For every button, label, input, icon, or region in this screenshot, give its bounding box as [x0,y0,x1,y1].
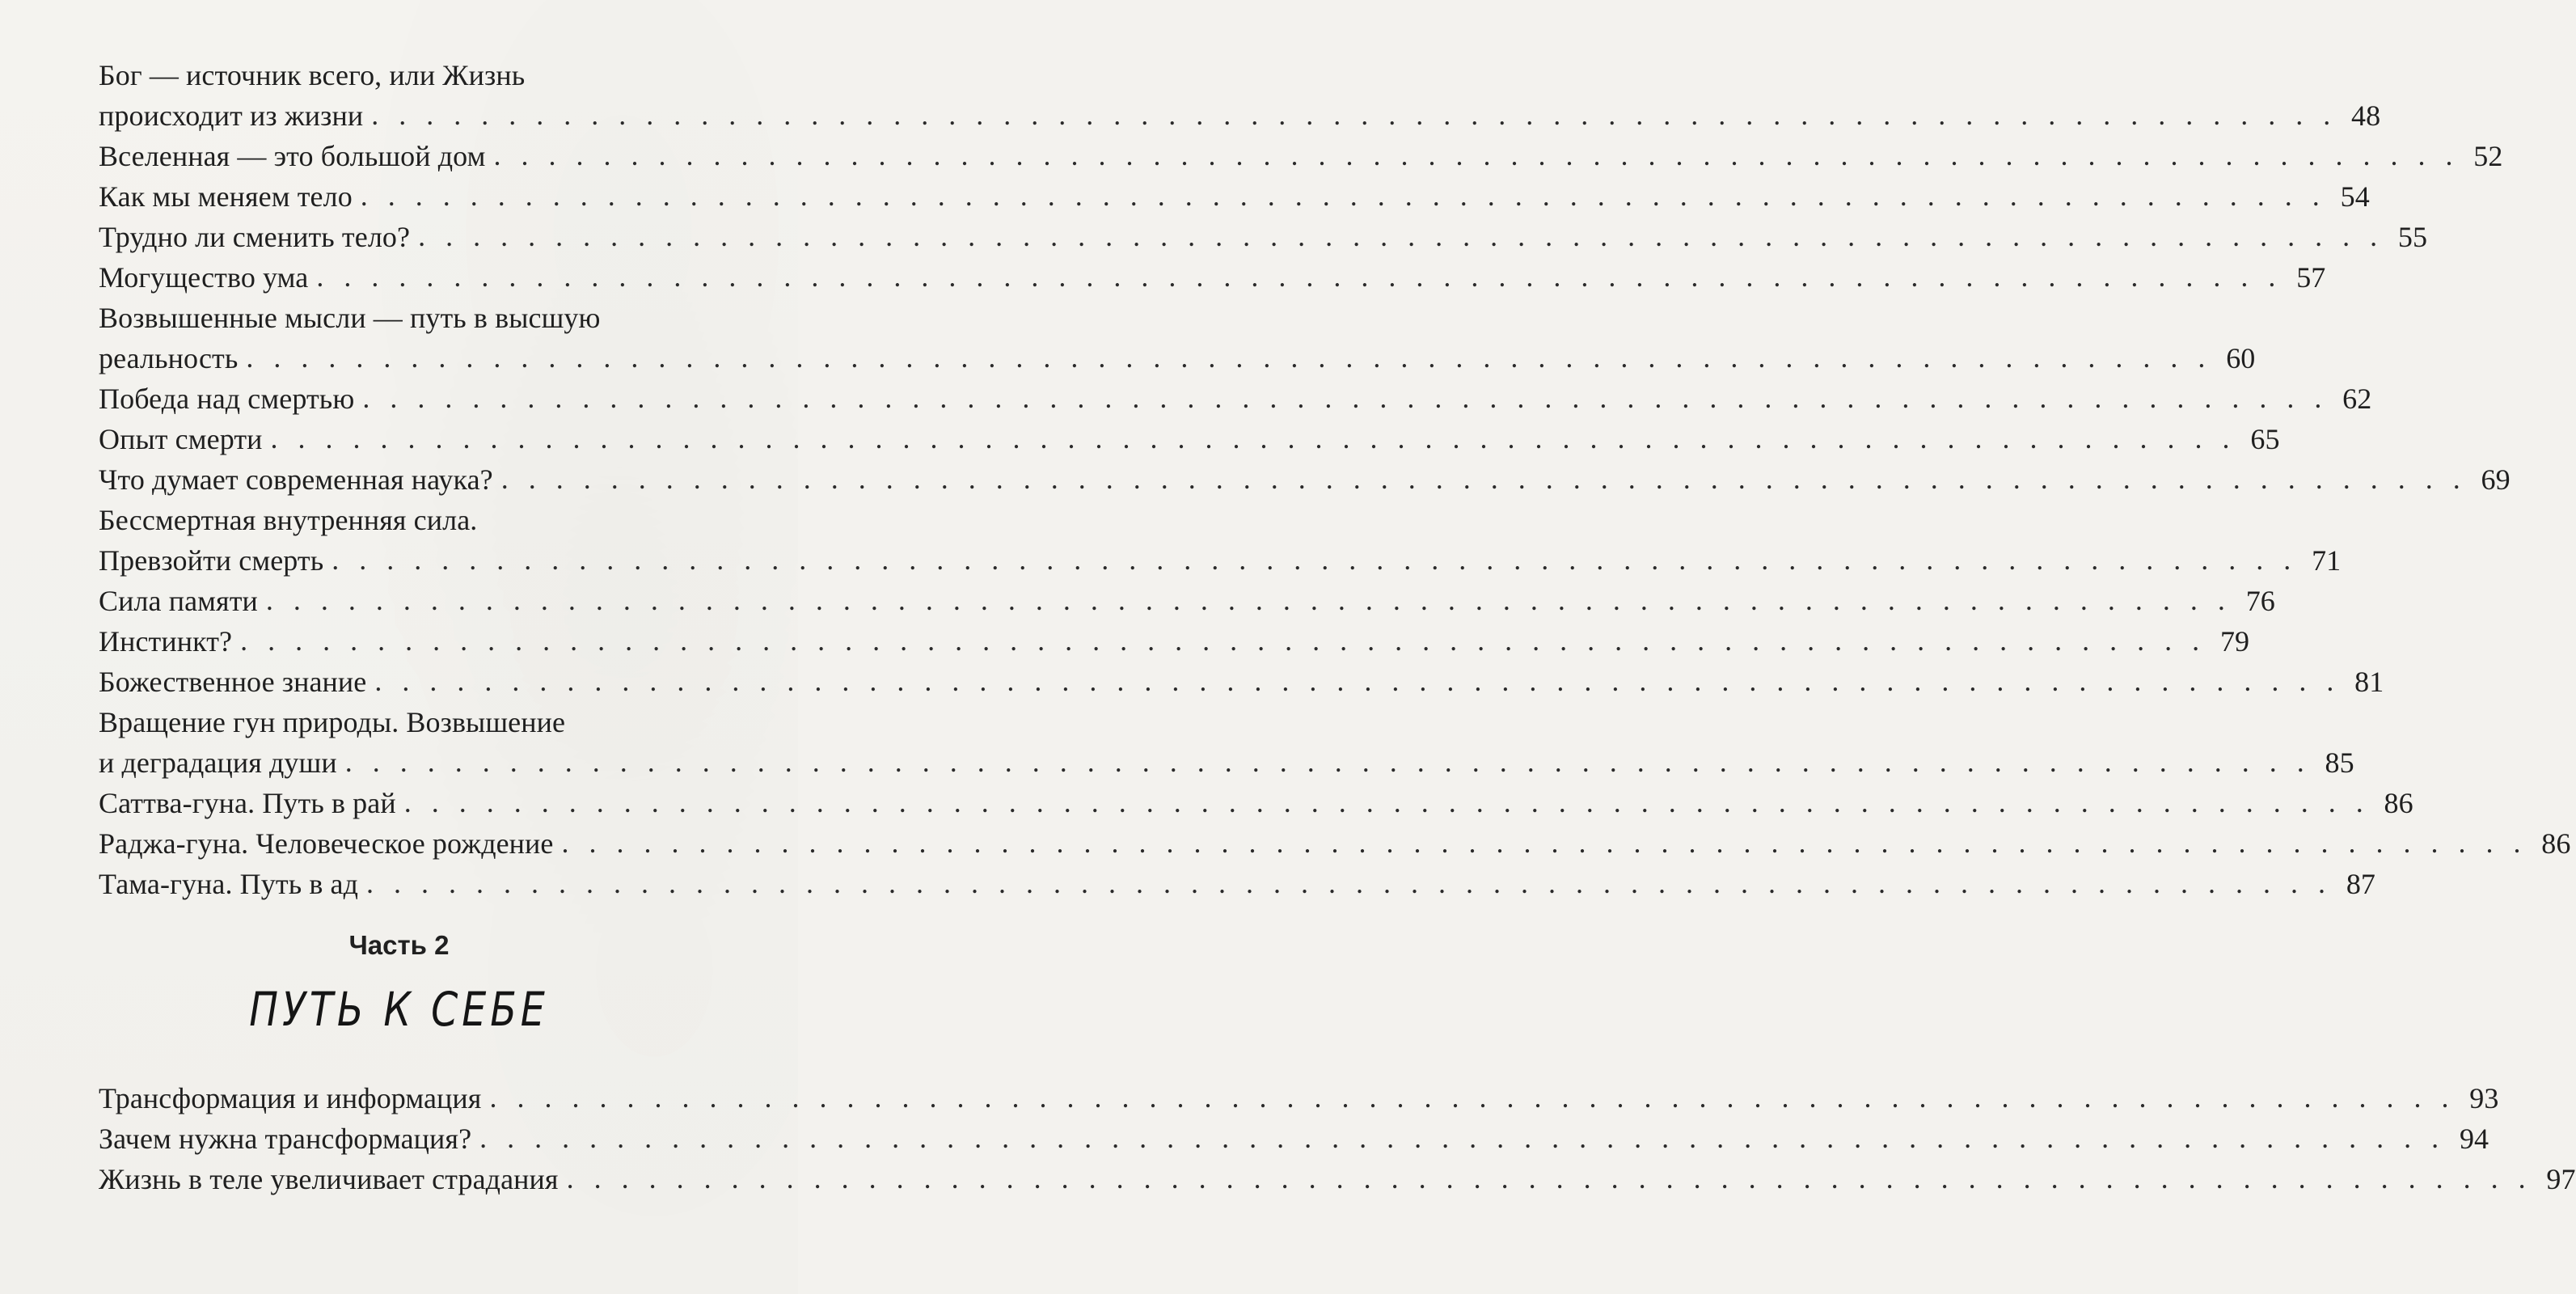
page-number: 55 [2397,221,2428,253]
page-number: 86 [2541,827,2571,860]
page-number: 57 [2296,261,2326,294]
dot-leader [361,175,2326,216]
dot-leader [404,782,2370,822]
page-number: 71 [2312,544,2342,577]
toc-entry [99,419,2280,459]
page-number: 62 [2342,383,2372,415]
dot-leader [316,256,2282,297]
toc-entry [99,217,2428,257]
entry-title-line: Как мы меняем тело [99,180,353,213]
page-number: 54 [2340,180,2370,213]
toc-entry [99,662,2384,702]
page-number: 76 [2245,585,2275,617]
toc-entry [99,1078,2499,1119]
contents-list-part-1 [99,55,2571,904]
dot-leader [362,378,2328,418]
entry-final-line [99,540,2342,581]
dot-leader [366,863,2332,903]
page-number: 93 [2469,1082,2499,1114]
page-number: 94 [2459,1123,2489,1155]
toc-entry [99,136,2503,176]
entry-title-line: Превзойти смерть [99,544,324,577]
part-title: ПУТЬ К СЕБЕ [249,982,549,1037]
page-number: 87 [2346,868,2376,900]
entry-final-line [99,1078,2499,1119]
entry-title-line: происходит из жизни [99,99,364,132]
toc-entry [99,783,2413,823]
toc-entry [99,823,2571,864]
entry-final-line [99,95,2381,136]
entry-final-line [99,459,2511,500]
entry-title-line: Сила памяти [99,585,258,617]
dot-leader [418,216,2384,256]
toc-entry [99,621,2250,662]
page-number: 65 [2250,423,2280,455]
contents-list-part-2 [99,1078,2576,1199]
toc-entry [99,1159,2576,1199]
toc-entry [99,581,2275,621]
entry-title-line: Жизнь в теле увеличивает страдания [99,1163,559,1195]
entry-final-line [99,581,2275,621]
entry-final-line [99,621,2250,662]
entry-title-line: и деградация души [99,746,337,779]
toc-entry [99,1119,2489,1159]
dot-leader [479,1118,2445,1158]
entry-final-line [99,419,2280,459]
toc-entry [99,378,2372,419]
entry-title-line: Божественное знание [99,666,367,698]
dot-leader [371,95,2337,135]
entry-title-line: реальность [99,342,239,374]
entry-title-line: Трудно ли сменить тело? [99,221,411,253]
dot-leader [246,337,2211,378]
entry-title-line: Бессмертная внутренняя сила. [99,504,478,536]
page-number: 79 [2219,625,2250,658]
page-number: 52 [2473,140,2503,172]
entry-final-line [99,662,2384,702]
dot-leader [266,580,2232,620]
entry-title-line: Зачем нужна трансформация? [99,1123,472,1155]
entry-title-line: Что думает современная наука? [99,463,493,496]
entry-final-line [99,136,2503,176]
dot-leader [501,459,2467,499]
entry-title-line: Возвышенные мысли — путь в высшую [99,302,601,334]
dot-leader [374,661,2340,701]
page-number: 85 [2325,746,2354,779]
page-number: 97 [2546,1163,2576,1195]
entry-title-line: Бог — источник всего, или Жизнь [99,59,526,91]
dot-leader [562,822,2527,863]
toc-entry [99,298,2256,378]
entry-title-line: Вселенная — это большой дом [99,140,486,172]
dot-leader [345,742,2311,782]
entry-title-line: Саттва-гуна. Путь в рай [99,787,396,819]
entry-final-line [99,217,2428,257]
entry-final-line [99,823,2571,864]
dot-leader [489,1077,2455,1118]
entry-title-line: Могущество ума [99,261,309,294]
toc-entry [99,55,2381,136]
part-label: Часть 2 [348,930,450,960]
toc-entry [99,176,2370,217]
entry-title-line: Победа над смертью [99,383,355,415]
entry-final-line [99,783,2413,823]
page-number: 69 [2481,463,2511,496]
entry-title-line: Раджа-гуна. Человеческое рождение [99,827,554,860]
entry-final-line [99,338,2256,378]
dot-leader [567,1158,2532,1199]
entry-final-line [99,176,2370,217]
page-number: 81 [2354,666,2384,698]
page-number: 86 [2384,787,2413,819]
entry-title-line: Трансформация и информация [99,1082,482,1114]
dot-leader [240,620,2206,661]
entry-title-line: Тама-гуна. Путь в ад [99,868,359,900]
entry-title-line: Инстинкт? [99,625,233,658]
dot-leader [332,539,2297,580]
entry-final-line [99,1119,2489,1159]
toc-entry [99,864,2376,904]
entry-final-line [99,742,2354,783]
page-number: 48 [2351,99,2381,132]
dot-leader [493,135,2459,175]
page-number: 60 [2226,342,2256,374]
entry-title-line: Вращение гун природы. Возвышение [99,706,566,738]
entry-final-line [99,864,2376,904]
toc-entry [99,257,2326,298]
dot-leader [271,418,2236,459]
toc-entry [99,500,2342,581]
entry-final-line [99,378,2372,419]
entry-final-line [99,1159,2576,1199]
toc-entry [99,459,2511,500]
entry-title-line: Опыт смерти [99,423,263,455]
toc-entry [99,702,2354,783]
entry-final-line [99,257,2326,298]
